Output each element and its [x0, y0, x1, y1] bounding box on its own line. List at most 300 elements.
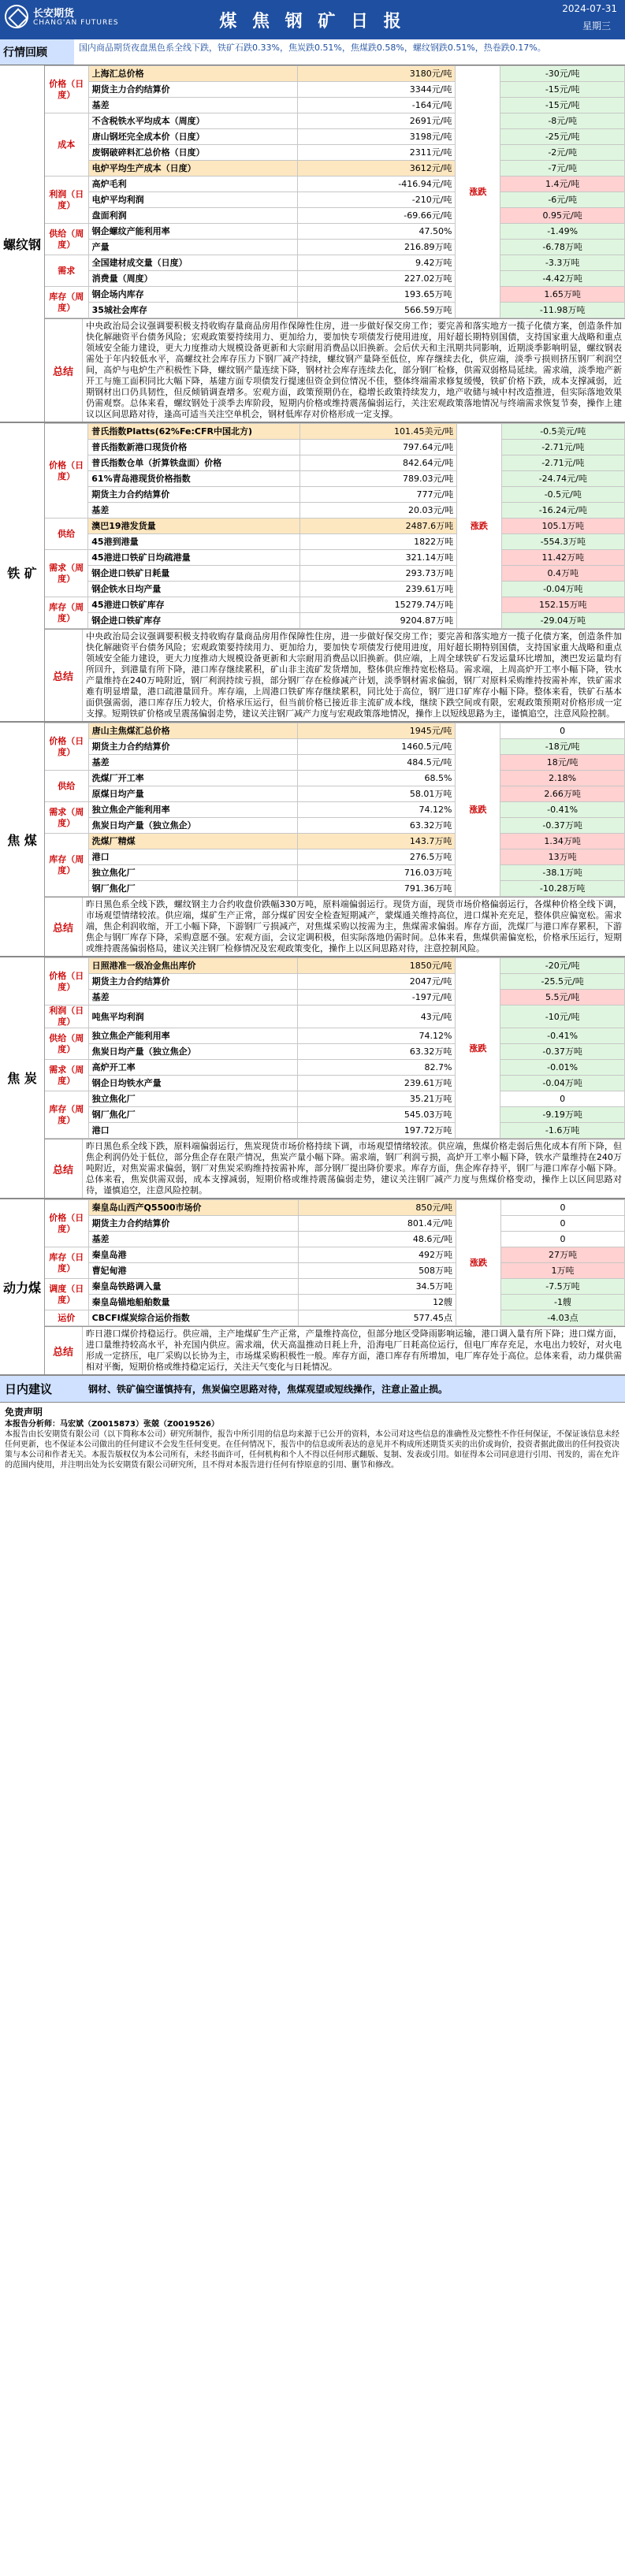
- indicator-value: 508万吨: [298, 1263, 456, 1279]
- indicator-change: 105.1万吨: [501, 519, 624, 534]
- indicator-name: 普氏指数仓单（折算铁盘面）价格: [88, 455, 300, 471]
- table-row: [45, 1076, 625, 1091]
- table-row: [45, 503, 625, 519]
- indicator-name: 秦皇岛港: [88, 1247, 298, 1263]
- indicator-group: 库存（周度）: [45, 1091, 89, 1139]
- indicator-value: 1460.5元/吨: [298, 739, 456, 755]
- indicator-group: 供给（周度）: [45, 1028, 89, 1060]
- section-body: [44, 957, 625, 1198]
- indicator-change: -4.03点: [500, 1310, 624, 1326]
- indicator-value: 63.32万吨: [298, 818, 456, 834]
- disclaimer-authors: 本报告分析师：马宏斌（Z0015873）张兢（Z0019526）: [5, 1420, 219, 1429]
- indicator-change: -1.6万吨: [500, 1123, 625, 1139]
- indicator-change: 1.65万吨: [500, 287, 625, 303]
- section-body: [44, 65, 625, 422]
- market-review: [0, 39, 625, 65]
- indicator-value: 321.14万吨: [299, 550, 456, 566]
- indicator-change: -30元/吨: [500, 66, 625, 82]
- table-row: [45, 786, 625, 802]
- table-row: [45, 1263, 625, 1279]
- indicator-change: 13万吨: [500, 849, 625, 865]
- section-body: [44, 423, 625, 721]
- indicator-name: 高炉毛利: [88, 177, 297, 192]
- indicator-table: [44, 723, 625, 897]
- table-row: [45, 192, 625, 208]
- indicator-value: 2487.6万吨: [299, 519, 456, 534]
- indicator-group: 供给（周度）: [45, 224, 89, 255]
- disclaimer-title: 免责声明: [5, 1407, 43, 1418]
- indicator-value: 2311元/吨: [298, 145, 456, 161]
- indicator-value: 143.7万吨: [298, 834, 456, 849]
- indicator-name: 全国建材成交量（日度）: [88, 255, 297, 271]
- table-row: [45, 1310, 625, 1326]
- indicator-change: 0: [500, 1216, 624, 1232]
- summary-text: 昨日黑色系全线下跌，螺纹钢主力合约收盘价跌幅330万吨，原料端偏弱运行。现货方面，现货市场价格偏弱运行，各煤种价格全线下调，市场观望情绪较浓。供应端，煤矿生产正常，部分煤矿因安全检查短期减产，蒙煤通关维持高位，进口煤补充充足，整体供应偏宽松。需求端，焦企利润收缩，开工小幅下降，下游钢厂亏损减产，对焦煤采购以按需为主，焦煤需求偏弱。库存方面，洗煤厂与港口库存累积，下游焦企与钢厂库存下降，采购意愿不强。宏观方面，会议定调积极，但实际落地仍需时间。总体来看，焦煤供需偏宽松，价格承压运行，短期或维持震荡偏弱格局，建议关注钢厂检修情况及宏观政策变化，操作上以区间思路对待，注意控制风险。: [82, 898, 625, 956]
- indicator-value: 789.03元/吨: [299, 471, 456, 487]
- indicator-name: 基差: [88, 755, 297, 771]
- indicator-name: 钢企螺纹产能利用率: [88, 224, 297, 240]
- indicator-name: 焦炭日均产量（独立焦企）: [88, 1044, 297, 1060]
- indicator-name: 不含税铁水平均成本（周度）: [88, 113, 297, 129]
- indicator-name: 钢企铁水日均产量: [88, 582, 300, 597]
- table-row: [45, 534, 625, 550]
- indicator-group: 供给: [45, 771, 89, 802]
- market-review-label: 行情回顾: [0, 39, 74, 65]
- company-name: 长安期货: [33, 8, 75, 20]
- indicator-name: 上海汇总价格: [88, 66, 297, 82]
- indicator-group: 价格（日度）: [45, 1200, 89, 1247]
- section-name: 铁 矿: [0, 423, 45, 721]
- indicator-value: -416.94元/吨: [298, 177, 456, 192]
- change-label: 涨跌: [456, 958, 500, 1139]
- indicator-change: -6元/吨: [500, 192, 625, 208]
- indicator-group: 库存（日度）: [45, 1247, 89, 1279]
- indicator-name: 洗煤厂开工率: [88, 771, 297, 786]
- table-row: [45, 113, 625, 129]
- indicator-value: 3198元/吨: [298, 129, 456, 145]
- indicator-group: 价格（日度）: [45, 424, 88, 519]
- indicator-value: 484.5元/吨: [298, 755, 456, 771]
- table-row: [45, 771, 625, 786]
- section: [0, 1199, 625, 1376]
- table-row: [45, 958, 625, 974]
- indicator-name: 盘面利润: [88, 208, 297, 224]
- indicator-group: 库存（周度）: [45, 597, 88, 629]
- indicator-name: 曹妃甸港: [88, 1263, 298, 1279]
- indicator-change: 2.18%: [500, 771, 625, 786]
- indicator-name: 期货主力合约结算价: [88, 82, 297, 98]
- table-row: [45, 487, 625, 503]
- indicator-name: 钢企进口铁矿库存: [88, 613, 300, 629]
- indicator-change: -2元/吨: [500, 145, 625, 161]
- indicator-name: 普氏指数Platts(62%Fe:CFR中国北方): [88, 424, 300, 440]
- table-row: [45, 255, 625, 271]
- indicator-value: -69.66元/吨: [298, 208, 456, 224]
- indicator-change: -3.3万吨: [500, 255, 625, 271]
- indicator-table: [44, 957, 625, 1139]
- indicator-name: 电炉平均生产成本（日度）: [88, 161, 297, 177]
- indicator-change: 0: [500, 1232, 624, 1247]
- table-row: [45, 974, 625, 990]
- indicator-change: -25元/吨: [500, 129, 625, 145]
- indicator-change: -25.5元/吨: [500, 974, 625, 990]
- table-row: [45, 424, 625, 440]
- indicator-group: 需求: [45, 255, 89, 287]
- indicator-change: -6.78万吨: [500, 240, 625, 255]
- indicator-value: 791.36万吨: [298, 881, 456, 897]
- indicator-change: -554.3万吨: [501, 534, 624, 550]
- table-row: [45, 1216, 625, 1232]
- table-row: [45, 1028, 625, 1044]
- table-row: [45, 582, 625, 597]
- sections-container: [0, 65, 625, 1376]
- indicator-value: 12艘: [298, 1295, 456, 1310]
- indicator-name: 电炉平均利润: [88, 192, 297, 208]
- indicator-value: 9204.87万吨: [299, 613, 456, 629]
- indicator-change: 0: [500, 1200, 624, 1216]
- indicator-value: 82.7%: [298, 1060, 456, 1076]
- table-row: [45, 1107, 625, 1123]
- indicator-change: -0.5美元/吨: [501, 424, 624, 440]
- indicator-change: 0: [500, 1091, 625, 1107]
- indicator-name: 秦皇岛山西产Q5500市场价: [88, 1200, 298, 1216]
- section-name: 动力煤: [0, 1199, 45, 1374]
- indicator-value: 43元/吨: [298, 1005, 456, 1028]
- indicator-group: 利润（日度）: [45, 177, 89, 224]
- table-row: [45, 849, 625, 865]
- indicator-name: 秦皇岛锚地船舶数量: [88, 1295, 298, 1310]
- indicator-change: 2.66万吨: [500, 786, 625, 802]
- daily-advice: [0, 1376, 625, 1403]
- indicator-value: 63.32万吨: [298, 1044, 456, 1060]
- summary-text: 昨日港口煤价持稳运行。供应端，主产地煤矿生产正常，产量维持高位，但部分地区受降雨影响运输，港口调入量有所下降；进口煤方面，进口量维持较高水平，补充国内供应。需求端，伏天高温推动日耗上升，沿海电厂日耗高位运行，但电厂库存充足，水电出力较好，对火电形成一定挤压，电厂采购以长协为主，市场煤采购积极性一般。库存方面，港口库存有所增加，电厂库存处于高位。总体来看，动力煤供需相对平衡，短期价格或维持稳定运行，关注天气变化与日耗情况。: [82, 1327, 625, 1374]
- market-review-text: 国内商品期货夜盘黑色系全线下跌，铁矿石跌0.33%，焦炭跌0.51%，焦煤跌0.58%，螺纹钢跌0.51%，热卷跌0.17%。: [79, 43, 546, 53]
- indicator-change: -0.04万吨: [501, 582, 624, 597]
- indicator-name: 基差: [88, 503, 300, 519]
- indicator-change: -0.01%: [500, 1060, 625, 1076]
- indicator-group: 成本: [45, 113, 89, 177]
- indicator-value: 68.5%: [298, 771, 456, 786]
- indicator-name: 港口: [88, 1123, 297, 1139]
- table-row: [45, 1247, 625, 1263]
- indicator-name: 45港进口铁矿库存: [88, 597, 300, 613]
- indicator-change: -7元/吨: [500, 161, 625, 177]
- indicator-value: 9.42万吨: [298, 255, 456, 271]
- indicator-name: 钢厂焦化厂: [88, 881, 297, 897]
- indicator-name: 港口: [88, 849, 297, 865]
- indicator-change: -9.19万吨: [500, 1107, 625, 1123]
- indicator-change: -0.5元/吨: [501, 487, 624, 503]
- indicator-change: -10.28万吨: [500, 881, 625, 897]
- indicator-value: 239.61万吨: [298, 1076, 456, 1091]
- indicator-value: 2047元/吨: [298, 974, 456, 990]
- indicator-name: 独立焦化厂: [88, 865, 297, 881]
- indicator-value: 276.5万吨: [298, 849, 456, 865]
- table-row: [45, 440, 625, 455]
- indicator-group: 需求（周度）: [45, 550, 88, 597]
- indicator-change: -0.41%: [500, 802, 625, 818]
- indicator-name: 消费量（周度）: [88, 271, 297, 287]
- indicator-name: 钢企日均铁水产量: [88, 1076, 297, 1091]
- indicator-group: 利润（日度）: [45, 1005, 89, 1028]
- indicator-change: 1.4元/吨: [500, 177, 625, 192]
- company-name-en: CHANG'AN FUTURES: [33, 19, 119, 27]
- indicator-value: 293.73万吨: [299, 566, 456, 582]
- indicator-change: -1.49%: [500, 224, 625, 240]
- table-row: [45, 519, 625, 534]
- indicator-value: 850元/吨: [298, 1200, 456, 1216]
- section: [0, 423, 625, 723]
- indicator-value: 20.03元/吨: [299, 503, 456, 519]
- indicator-name: 废钢破碎料汇总价格（日度）: [88, 145, 297, 161]
- indicator-value: 74.12%: [298, 1028, 456, 1044]
- summary-label: 总结: [52, 671, 73, 683]
- indicator-value: 34.5万吨: [298, 1279, 456, 1295]
- indicator-change: -15元/吨: [500, 82, 625, 98]
- table-row: [45, 287, 625, 303]
- indicator-value: 1850元/吨: [298, 958, 456, 974]
- indicator-change: -15元/吨: [500, 98, 625, 113]
- indicator-group: 调度（日度）: [45, 1279, 89, 1310]
- section: [0, 65, 625, 423]
- table-row: [45, 82, 625, 98]
- section-body: [44, 1199, 625, 1374]
- indicator-value: 15279.74万吨: [299, 597, 456, 613]
- indicator-name: 45港到港量: [88, 534, 300, 550]
- indicator-table: [44, 1199, 625, 1326]
- section-name: 焦 炭: [0, 957, 45, 1198]
- section: [0, 723, 625, 957]
- indicator-name: 45港进口铁矿日均疏港量: [88, 550, 300, 566]
- indicator-name: 基差: [88, 990, 297, 1005]
- indicator-value: 193.65万吨: [298, 287, 456, 303]
- table-row: [45, 1060, 625, 1076]
- indicator-value: 1822万吨: [299, 534, 456, 550]
- report-date: 2024-07-31: [562, 3, 617, 14]
- indicator-change: -0.04万吨: [500, 1076, 625, 1091]
- table-row: [45, 1005, 625, 1028]
- indicator-change: -0.41%: [500, 1028, 625, 1044]
- indicator-group: 价格（日度）: [45, 66, 89, 113]
- indicator-change: -24.74元/吨: [501, 471, 624, 487]
- indicator-change: 11.42万吨: [501, 550, 624, 566]
- report-weekday: 星期三: [582, 20, 611, 32]
- change-label: 涨跌: [457, 424, 501, 629]
- table-row: [45, 145, 625, 161]
- table-row: [45, 723, 625, 739]
- daily-advice-label: 日内建议: [5, 1382, 53, 1396]
- indicator-change: -7.5万吨: [500, 1279, 624, 1295]
- indicator-name: 独立焦化厂: [88, 1091, 297, 1107]
- indicator-value: -210元/吨: [298, 192, 456, 208]
- table-row: [45, 455, 625, 471]
- indicator-name: 钢厂焦化厂: [88, 1107, 297, 1123]
- indicator-table: [44, 65, 625, 318]
- table-row: [45, 1295, 625, 1310]
- summary-label: 总结: [52, 1346, 73, 1359]
- section-name: 螺纹钢: [0, 65, 45, 422]
- indicator-group: 需求（周度）: [45, 802, 89, 834]
- summary-text: 昨日黑色系全线下跌，原料端偏弱运行，焦炭现货市场价格持续下调，市场观望情绪较浓。供应端，焦煤价格走弱后焦化成本有所下降，但焦企利润仍处于低位，部分焦企存在限产情况，焦炭产量小幅下降。需求端，钢厂利润亏损，高炉开工率小幅下降，铁水产量维持在240万吨附近，对焦炭需求偏弱，钢厂对焦炭采购维持按需补库，部分钢厂提出降价要求。库存方面，焦企库存持平，钢厂与港口库存小幅下降。总体来看，焦炭供需双弱，成本支撑减弱，短期价格或维持震荡偏弱走势，建议关注钢厂减产力度与焦煤价格变动，操作上以区间思路对待，谨慎追空，注意风险控制。: [82, 1139, 625, 1198]
- indicator-change: -0.37万吨: [500, 1044, 625, 1060]
- summary: [44, 318, 625, 422]
- indicator-change: -29.04万吨: [501, 613, 624, 629]
- table-row: [45, 98, 625, 113]
- table-row: [45, 990, 625, 1005]
- table-row: [45, 240, 625, 255]
- indicator-change: 0.4万吨: [501, 566, 624, 582]
- table-row: [45, 739, 625, 755]
- indicator-name: CBCFI煤炭综合运价指数: [88, 1310, 298, 1326]
- indicator-name: 唐山钢坯完全成本价（日度）: [88, 129, 297, 145]
- indicator-value: 227.02万吨: [298, 271, 456, 287]
- indicator-name: 独立焦企产能利用率: [88, 802, 297, 818]
- table-row: [45, 1200, 625, 1216]
- indicator-name: 钢企场内库存: [88, 287, 297, 303]
- indicator-name: 焦炭日均产量（独立焦企）: [88, 818, 297, 834]
- indicator-name: 期货主力合约结算价: [88, 739, 297, 755]
- table-row: [45, 550, 625, 566]
- indicator-change: 5.5元/吨: [500, 990, 625, 1005]
- indicator-table: [44, 423, 625, 629]
- indicator-name: 唐山主焦煤汇总价格: [88, 723, 297, 739]
- table-row: [45, 208, 625, 224]
- table-row: [45, 1232, 625, 1247]
- section-body: [44, 723, 625, 956]
- indicator-name: 独立焦企产能利用率: [88, 1028, 297, 1044]
- table-row: [45, 303, 625, 318]
- indicator-name: 期货主力合约结算价: [88, 1216, 298, 1232]
- table-row: [45, 66, 625, 82]
- indicator-group: 运价: [45, 1310, 89, 1326]
- indicator-value: 566.59万吨: [298, 303, 456, 318]
- indicator-change: 0.95元/吨: [500, 208, 625, 224]
- indicator-group: 库存（周度）: [45, 834, 89, 897]
- indicator-value: 842.64元/吨: [299, 455, 456, 471]
- indicator-name: 61%青岛港现货价格指数: [88, 471, 300, 487]
- table-row: [45, 566, 625, 582]
- indicator-group: 价格（日度）: [45, 958, 89, 1005]
- indicator-name: 日照港准一级冶金焦出库价: [88, 958, 297, 974]
- indicator-name: 澳巴19港发货量: [88, 519, 300, 534]
- section-name: 焦 煤: [0, 723, 45, 956]
- table-row: [45, 755, 625, 771]
- indicator-name: 期货主力合约结算价: [88, 974, 297, 990]
- indicator-change: 0: [500, 723, 625, 739]
- table-row: [45, 1091, 625, 1107]
- indicator-name: 钢企进口铁矿日耗量: [88, 566, 300, 582]
- indicator-change: -16.24元/吨: [501, 503, 624, 519]
- indicator-value: 3180元/吨: [298, 66, 456, 82]
- indicator-change: -2.71元/吨: [501, 440, 624, 455]
- summary: [44, 897, 625, 956]
- indicator-change: 18元/吨: [500, 755, 625, 771]
- change-label: 涨跌: [456, 723, 500, 897]
- table-row: [45, 597, 625, 613]
- indicator-group: 供给: [45, 519, 88, 550]
- indicator-name: 期货主力合约结算价: [88, 487, 300, 503]
- indicator-value: -197元/吨: [298, 990, 456, 1005]
- indicator-value: 1945元/吨: [298, 723, 456, 739]
- indicator-change: 152.15万吨: [501, 597, 624, 613]
- table-row: [45, 177, 625, 192]
- change-label: 涨跌: [456, 66, 500, 318]
- table-row: [45, 224, 625, 240]
- indicator-value: 74.12%: [298, 802, 456, 818]
- indicator-change: 1.34万吨: [500, 834, 625, 849]
- indicator-value: 197.72万吨: [298, 1123, 456, 1139]
- indicator-value: 3612元/吨: [298, 161, 456, 177]
- indicator-name: 洗煤厂精煤: [88, 834, 297, 849]
- indicator-group: 价格（日度）: [45, 723, 89, 771]
- indicator-change: -4.42万吨: [500, 271, 625, 287]
- indicator-change: 27万吨: [500, 1247, 624, 1263]
- indicator-value: 3344元/吨: [298, 82, 456, 98]
- table-row: [45, 865, 625, 881]
- indicator-name: 基差: [88, 98, 297, 113]
- indicator-change: -18元/吨: [500, 739, 625, 755]
- summary-label: 总结: [52, 366, 73, 378]
- indicator-value: 545.03万吨: [298, 1107, 456, 1123]
- indicator-group: 库存（周度）: [45, 287, 89, 318]
- indicator-value: 801.4元/吨: [298, 1216, 456, 1232]
- indicator-change: 1万吨: [500, 1263, 624, 1279]
- disclaimer: [0, 1403, 625, 1474]
- indicator-value: 777元/吨: [299, 487, 456, 503]
- indicator-change: -11.98万吨: [500, 303, 625, 318]
- table-row: [45, 271, 625, 287]
- disclaimer-text: 本报告由长安期货有限公司（以下简称本公司）研究所制作，报告中所引用的信息均来源于已公开的资料，本公司对这些信息的准确性及完整性不作任何保证，不保证该信息未经任何更新，也不保证本公司做出的任何建议不会发生任何变更。在任何情况下，报告中的信息或所表达的意见并不构成所述期货买卖的出价或询价，投资者据此做出的任何投资决策与本公司和作者无关。本报告版权仅为本公司所有，未经书面许可，任何机构和个人不得以任何形式翻版、复制、发表或引用。如征得本公司同意进行引用、刊发的，需在允许的范围内使用，并注明出处为长安期货有限公司研究所，且不得对本报告进行任何有悖原意的引用、删节和修改。: [5, 1430, 619, 1470]
- indicator-value: 577.45点: [298, 1310, 456, 1326]
- indicator-value: 35.21万吨: [298, 1091, 456, 1107]
- indicator-change: -38.1万吨: [500, 865, 625, 881]
- indicator-group: 需求（周度）: [45, 1060, 89, 1091]
- indicator-name: 高炉开工率: [88, 1060, 297, 1076]
- table-row: [45, 818, 625, 834]
- indicator-name: 35城社会库存: [88, 303, 297, 318]
- indicator-value: 216.89万吨: [298, 240, 456, 255]
- report-header: [0, 0, 625, 39]
- summary-text: 中央政治局会议强调要积极支持收购存量商品房用作保障性住房，进一步做好保交房工作；要完善和落实地方一揽子化债方案，创造条件加快化解融资平台债务风险；宏观政策要持续用力、更加给力，要加快专项债发行使用进度，用好超长期特别国债，支持国家重大战略和重点领域安全能力建设，更大力度推动大规模设备更新和大宗耐用消费品以旧换新。会后伏天和主汛期共同影响，近期淡季影响明显，螺纹钢表需处于年内较低水平，高螺纹社会库存压力下钢厂减产持续，螺纹钢产量降至低位，库存继续去化，供应端，淡季亏损则挤压钢厂利润空间，高炉与电炉生产积极性下降，螺纹钢产量连续下降，钢材社会库存连续去化，部分钢厂检修，供需双弱格局延续。需求端，淡季地产新开工与施工面积同比大幅下降，基建方面专项债发行提速但资金到位情况不佳，整体终端需求修复缓慢，铁矿价格下跌，成本支撑减弱，近期钢材出口仍具韧性，但反倾销调查增多。宏观方面，政策预期仍在，稳增长政策持续发力，地产收储与城中村改造推进，但实际落地效果仍需观察。总体来看，螺纹钢处于淡季去库阶段，短期内价格或维持震荡偏弱运行，关注宏观政策落地情况与终端需求恢复节奏，操作上建议以区间思路对待，逢高可适当关注空单机会，钢材低库存对价格形成一定支撑。: [82, 319, 625, 422]
- table-row: [45, 471, 625, 487]
- daily-advice-text: 钢材、铁矿偏空谨慎持有，焦炭偏空思路对待，焦煤观望或短线操作，注意止盈止损。: [88, 1384, 448, 1395]
- table-row: [45, 802, 625, 818]
- indicator-value: 797.64元/吨: [299, 440, 456, 455]
- summary: [44, 1326, 625, 1374]
- indicator-value: 2691元/吨: [298, 113, 456, 129]
- indicator-value: 101.45美元/吨: [299, 424, 456, 440]
- summary: [44, 1139, 625, 1198]
- indicator-value: 58.01万吨: [298, 786, 456, 802]
- table-row: [45, 129, 625, 145]
- indicator-change: -10元/吨: [500, 1005, 625, 1028]
- indicator-value: 492万吨: [298, 1247, 456, 1263]
- indicator-change: -20元/吨: [500, 958, 625, 974]
- indicator-value: -164元/吨: [298, 98, 456, 113]
- table-row: [45, 881, 625, 897]
- indicator-name: 秦皇岛铁路调入量: [88, 1279, 298, 1295]
- indicator-change: -0.37万吨: [500, 818, 625, 834]
- summary-label: 总结: [52, 1164, 73, 1176]
- summary-text: 中央政治局会议强调要积极支持收购存量商品房用作保障性住房，进一步做好保交房工作；要完善和落实地方一揽子化债方案，创造条件加快化解融资平台债务风险；宏观政策要持续用力、更加给力，要加快专项债发行使用进度，用好超长期特别国债，支持国家重大战略和重点领域安全能力建设，更大力度推动大规模设备更新和大宗耐用消费品以旧换新。供应端，上周全球铁矿石发运量环比增加，澳巴发运量均有所回升，到港量有所下降，港口库存继续累积，矿山非主流矿发货增加，整体供应维持宽松格局。需求端，上周高炉开工率小幅下降，铁水产量维持在240万吨附近，钢厂利润持续亏损，部分钢厂存在检修减产计划，淡季钢材需求偏弱，钢厂对原料采购维持按需补库，铁矿需求难有明显增量，港口疏港量回升。库存端，上周港口铁矿库存继续累积，同比处于高位，钢厂进口矿库存小幅下降。整体来看，铁矿石基本面供强需弱，港口库存压力较大，价格承压运行，但当前价格已接近非主流矿成本线，继续下跌空间或有限，宏观政策预期对价格形成一定支撑。短期铁矿价格或呈震荡偏弱走势，建议关注钢厂减产力度与宏观政策落地情况，操作上以短线思路为主，谨慎追空，注意风险控制。: [82, 630, 625, 721]
- indicator-name: 吨焦平均利润: [88, 1005, 297, 1028]
- table-row: [45, 1279, 625, 1295]
- indicator-name: 普氏指数新港口现货价格: [88, 440, 300, 455]
- indicator-value: 47.50%: [298, 224, 456, 240]
- indicator-change: -8元/吨: [500, 113, 625, 129]
- indicator-value: 716.03万吨: [298, 865, 456, 881]
- indicator-value: 48.6元/吨: [298, 1232, 456, 1247]
